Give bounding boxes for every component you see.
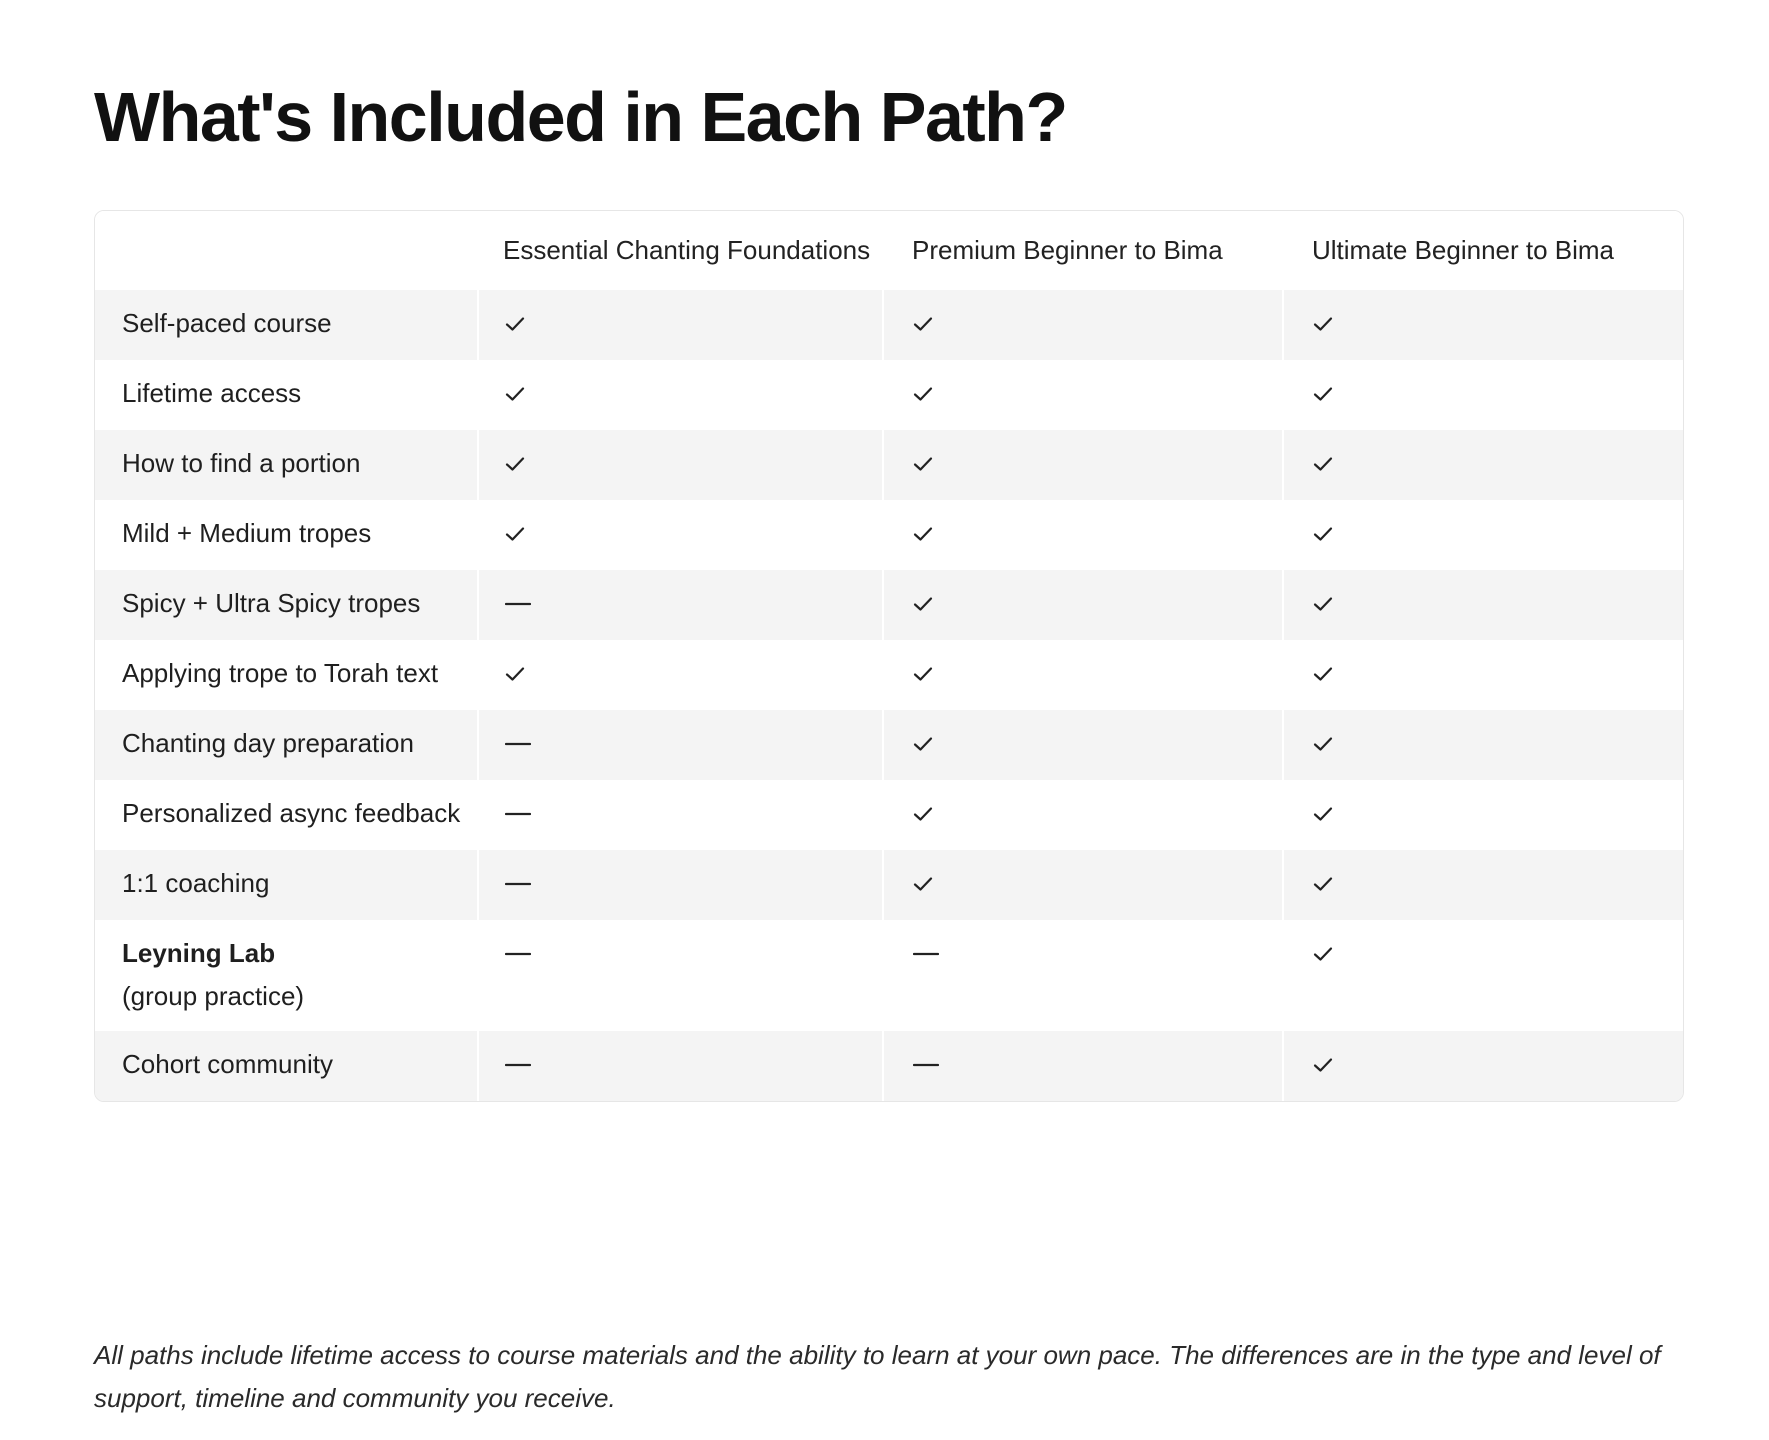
cell-premium bbox=[883, 500, 1283, 570]
table-row bbox=[95, 1031, 1683, 1101]
check-icon bbox=[505, 654, 525, 697]
cell-ultimate bbox=[1283, 780, 1683, 850]
cell-essential bbox=[478, 920, 883, 1031]
cell-premium bbox=[883, 290, 1283, 360]
check-icon bbox=[913, 654, 933, 697]
feature-cell bbox=[95, 430, 478, 500]
check-icon bbox=[1313, 934, 1333, 977]
check-icon bbox=[913, 514, 933, 557]
feature-cell bbox=[95, 290, 478, 360]
table-row bbox=[95, 500, 1683, 570]
feature-cell bbox=[95, 1031, 478, 1101]
feature-cell bbox=[95, 710, 478, 780]
check-icon bbox=[913, 304, 933, 347]
cell-essential bbox=[478, 500, 883, 570]
feature-label: Mild + Medium tropes bbox=[122, 518, 372, 548]
cell-premium bbox=[883, 1031, 1283, 1101]
feature-cell bbox=[95, 850, 478, 920]
cell-essential bbox=[478, 290, 883, 360]
cell-ultimate bbox=[1283, 360, 1683, 430]
check-icon bbox=[1313, 584, 1333, 627]
check-icon bbox=[505, 514, 525, 557]
check-icon bbox=[1313, 654, 1333, 697]
check-icon bbox=[1313, 724, 1333, 767]
cell-essential bbox=[478, 780, 883, 850]
feature-label: Chanting day preparation bbox=[122, 728, 414, 758]
feature-label: 1:1 coaching bbox=[122, 868, 270, 898]
cell-ultimate bbox=[1283, 920, 1683, 1031]
cell-premium bbox=[883, 430, 1283, 500]
table-body bbox=[95, 290, 1683, 1101]
header-essential-chanting-foundations: Essential Chanting Foundations bbox=[478, 211, 883, 290]
feature-cell bbox=[95, 640, 478, 710]
table-row bbox=[95, 290, 1683, 360]
dash-icon bbox=[913, 934, 939, 977]
footnote: All paths include lifetime access to course materials and the ability to learn at your own pace. The differences are in the type and level of support, timeline and community you receive. bbox=[94, 1340, 1661, 1413]
check-icon bbox=[913, 584, 933, 627]
cell-premium bbox=[883, 570, 1283, 640]
cell-ultimate bbox=[1283, 570, 1683, 640]
header-premium-beginner-to-bima: Premium Beginner to Bima bbox=[883, 211, 1283, 290]
check-icon bbox=[1313, 374, 1333, 417]
cell-essential bbox=[478, 360, 883, 430]
table-row bbox=[95, 640, 1683, 710]
table-row bbox=[95, 850, 1683, 920]
dash-icon bbox=[505, 724, 531, 767]
dash-icon bbox=[505, 864, 531, 907]
cell-ultimate bbox=[1283, 500, 1683, 570]
check-icon bbox=[505, 444, 525, 487]
feature-label: Spicy + Ultra Spicy tropes bbox=[122, 588, 421, 618]
check-icon bbox=[1313, 514, 1333, 557]
cell-premium bbox=[883, 780, 1283, 850]
cell-essential bbox=[478, 1031, 883, 1101]
check-icon bbox=[1313, 1045, 1333, 1088]
cell-essential bbox=[478, 710, 883, 780]
feature-cell bbox=[95, 780, 478, 850]
cell-essential bbox=[478, 570, 883, 640]
check-icon bbox=[505, 304, 525, 347]
check-icon bbox=[505, 374, 525, 417]
header-feature-column bbox=[95, 211, 478, 290]
check-icon bbox=[913, 794, 933, 837]
feature-label: How to find a portion bbox=[122, 448, 361, 478]
table-row bbox=[95, 710, 1683, 780]
feature-cell bbox=[95, 570, 478, 640]
feature-cell bbox=[95, 500, 478, 570]
feature-cell bbox=[95, 920, 478, 1031]
header-ultimate-beginner-to-bima: Ultimate Beginner to Bima bbox=[1283, 211, 1683, 290]
cell-ultimate bbox=[1283, 850, 1683, 920]
check-icon bbox=[913, 724, 933, 767]
dash-icon bbox=[505, 934, 531, 977]
feature-label: Applying trope to Torah text bbox=[122, 658, 439, 688]
dash-icon bbox=[913, 1045, 939, 1088]
check-icon bbox=[913, 444, 933, 487]
cell-ultimate bbox=[1283, 290, 1683, 360]
cell-premium bbox=[883, 360, 1283, 430]
feature-label: Personalized async feedback bbox=[122, 798, 461, 828]
feature-label: Lifetime access bbox=[122, 378, 302, 408]
dash-icon bbox=[505, 1045, 531, 1088]
page-title: What's Included in Each Path? bbox=[94, 78, 1067, 156]
table-row bbox=[95, 430, 1683, 500]
cell-essential bbox=[478, 850, 883, 920]
check-icon bbox=[913, 864, 933, 907]
table-row bbox=[95, 780, 1683, 850]
table-header-row bbox=[95, 211, 1683, 290]
cell-premium bbox=[883, 710, 1283, 780]
cell-ultimate bbox=[1283, 430, 1683, 500]
cell-ultimate bbox=[1283, 710, 1683, 780]
comparison-table bbox=[94, 210, 1684, 1102]
cell-ultimate bbox=[1283, 640, 1683, 710]
check-icon bbox=[913, 374, 933, 417]
cell-essential bbox=[478, 430, 883, 500]
dash-icon bbox=[505, 794, 531, 837]
check-icon bbox=[1313, 864, 1333, 907]
check-icon bbox=[1313, 444, 1333, 487]
cell-premium bbox=[883, 920, 1283, 1031]
feature-label: Leyning Lab bbox=[122, 938, 276, 968]
check-icon bbox=[1313, 304, 1333, 347]
feature-label: Self-paced course bbox=[122, 308, 332, 338]
cell-essential bbox=[478, 640, 883, 710]
table-row bbox=[95, 920, 1683, 1031]
feature-cell bbox=[95, 360, 478, 430]
check-icon bbox=[1313, 794, 1333, 837]
table-row bbox=[95, 570, 1683, 640]
table-row bbox=[95, 360, 1683, 430]
feature-sublabel: (group practice) bbox=[122, 981, 305, 1011]
dash-icon bbox=[505, 584, 531, 627]
cell-ultimate bbox=[1283, 1031, 1683, 1101]
cell-premium bbox=[883, 640, 1283, 710]
feature-label: Cohort community bbox=[122, 1049, 333, 1079]
cell-premium bbox=[883, 850, 1283, 920]
